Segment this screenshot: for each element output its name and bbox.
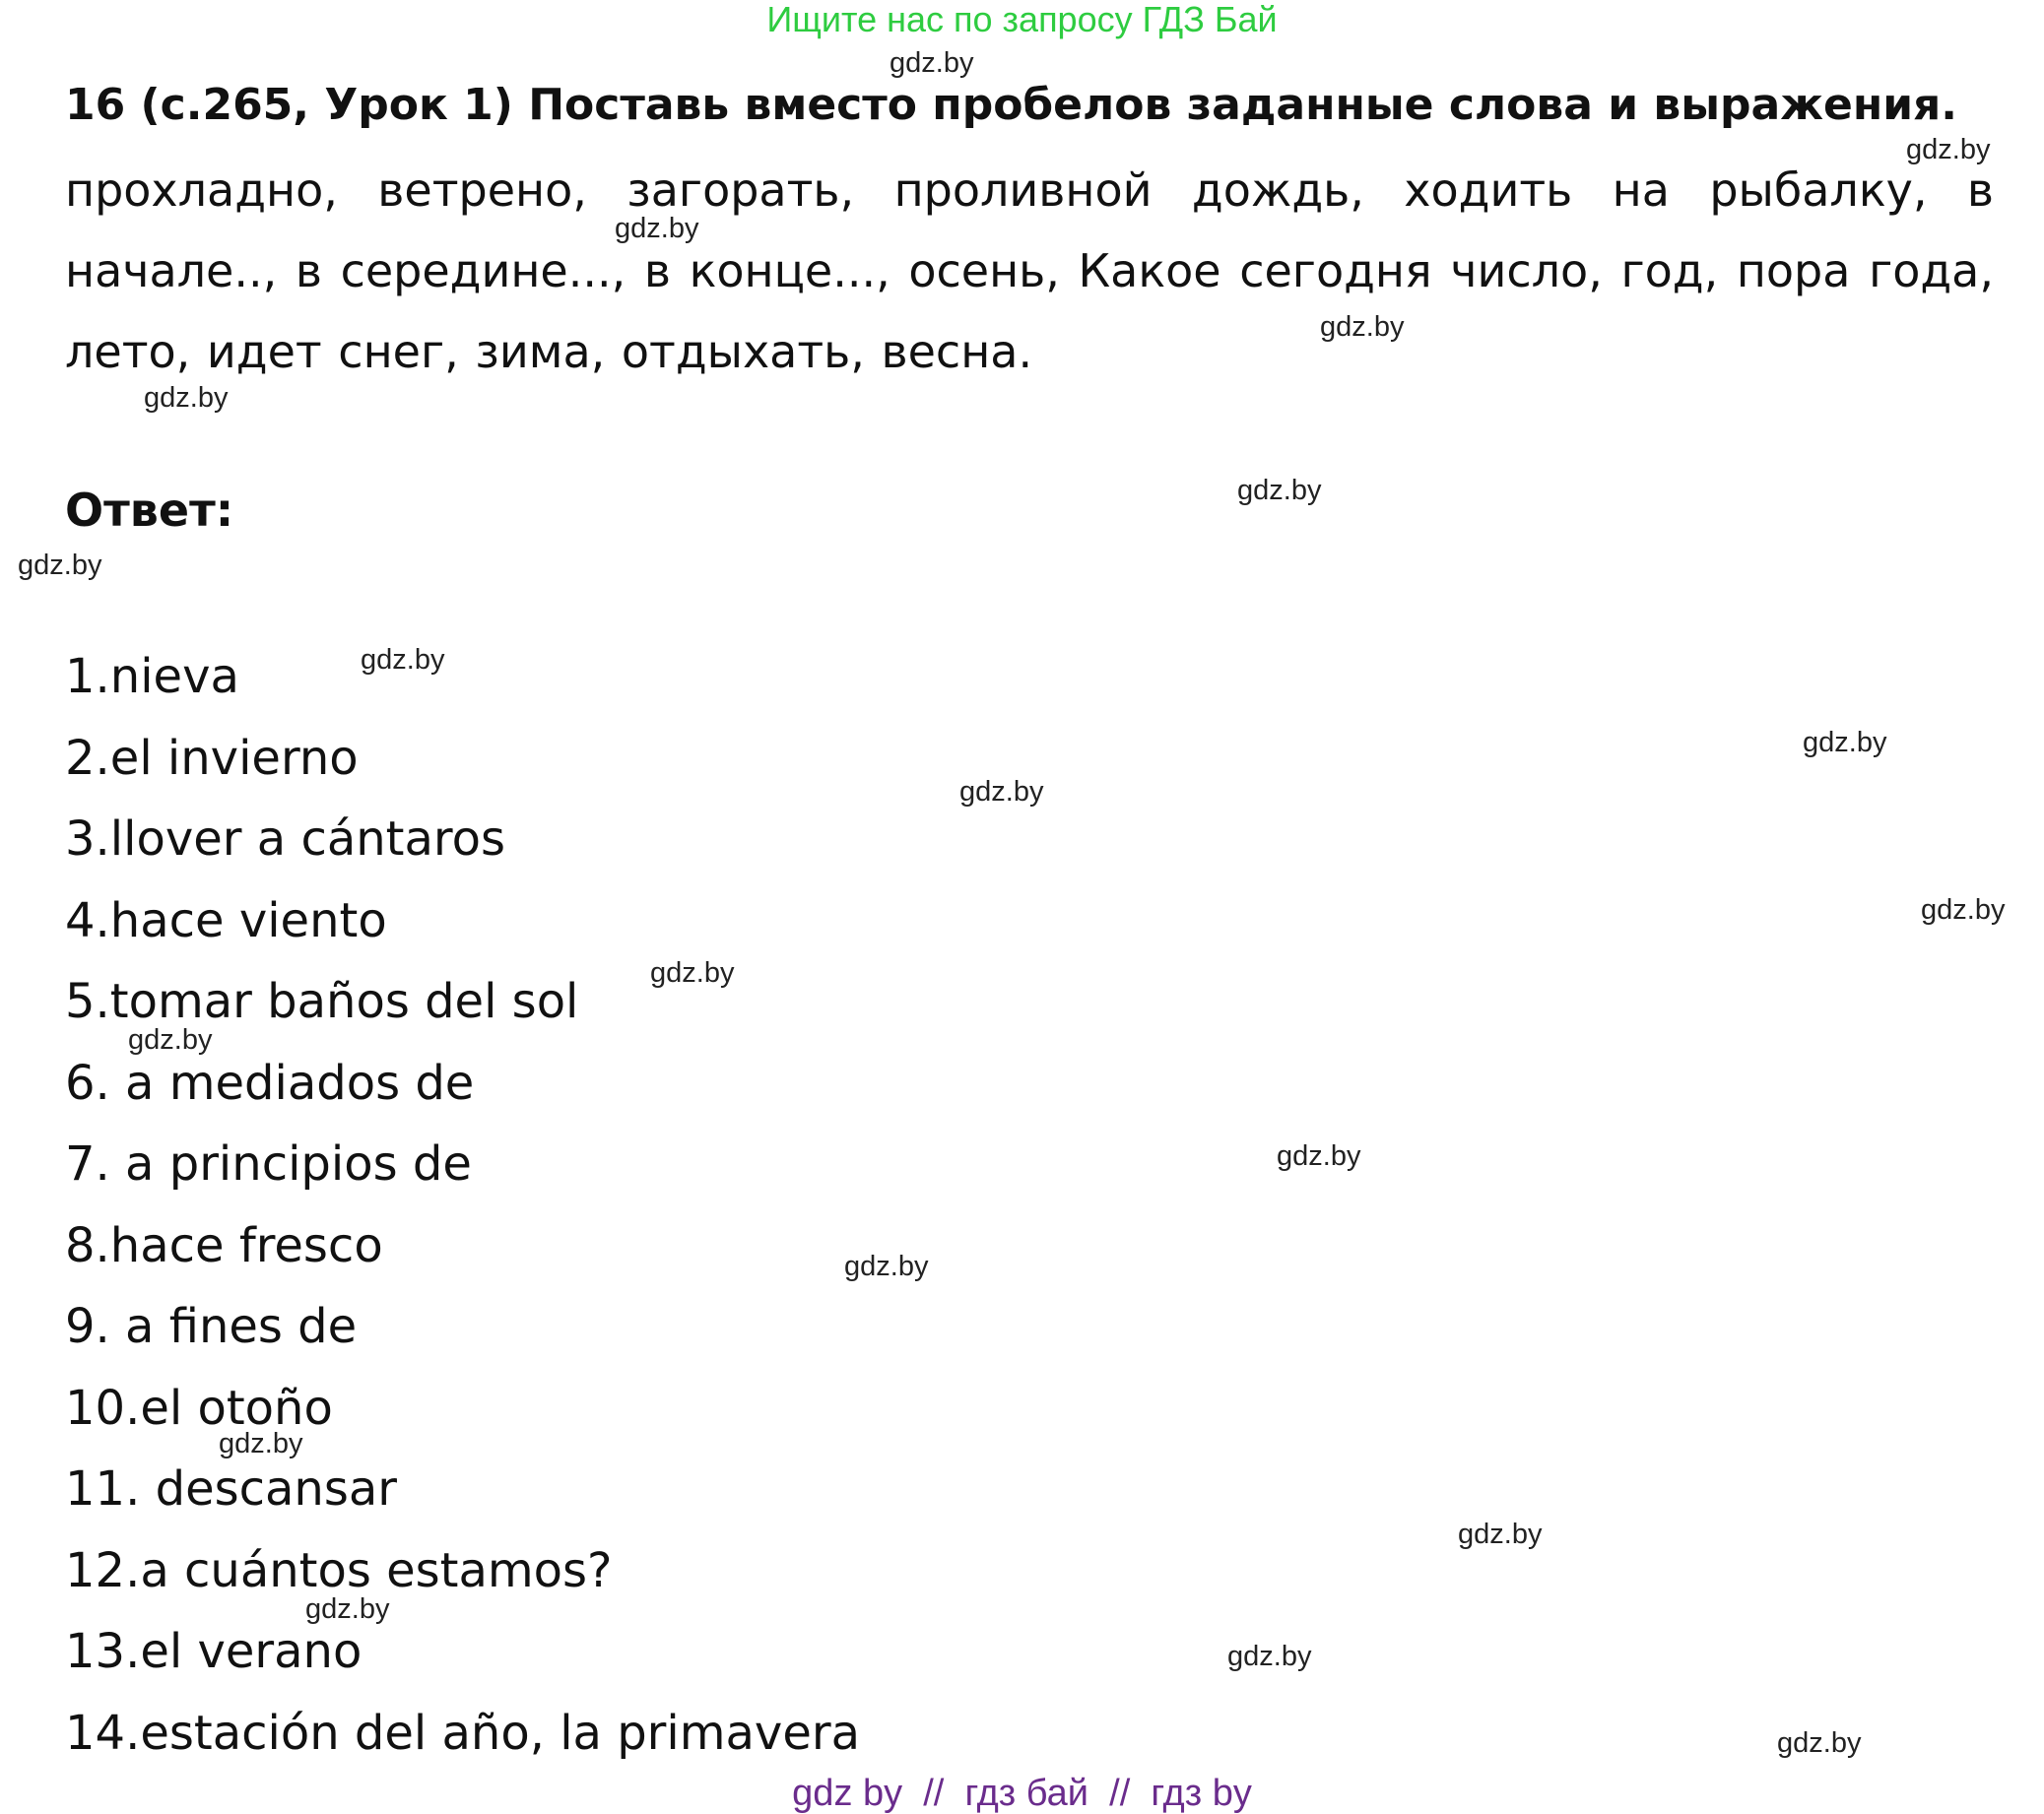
watermark: gdz.by: [959, 776, 1044, 808]
watermark: gdz.by: [128, 1024, 213, 1056]
watermark: gdz.by: [650, 957, 735, 989]
watermark: gdz.by: [1906, 134, 1991, 165]
watermark: gdz.by: [305, 1593, 390, 1625]
task-title: 16 (с.265, Урок 1) Поставь вместо пробелов заданные слова и выражения.: [65, 80, 1958, 130]
answer-item-7: 7. a principios de: [65, 1136, 472, 1192]
answer-item-3: 3.llover a cántaros: [65, 811, 505, 867]
watermark: gdz.by: [1277, 1140, 1361, 1172]
watermark: gdz.by: [18, 550, 102, 581]
answer-item-2: 2.el invierno: [65, 730, 359, 786]
watermark: gdz.by: [144, 382, 229, 414]
answer-item-13: 13.el verano: [65, 1624, 363, 1679]
watermark: gdz.by: [844, 1251, 929, 1282]
watermark: gdz.by: [890, 47, 974, 79]
answer-item-10: 10.el otoño: [65, 1380, 333, 1436]
answer-item-1: 1.nieva: [65, 649, 239, 704]
answer-item-5: 5.tomar baños del sol: [65, 974, 579, 1029]
footer-site-links: gdz by // гдз бай // гдз by: [792, 1773, 1252, 1814]
watermark: gdz.by: [1803, 727, 1887, 758]
answer-item-4: 4.hace viento: [65, 892, 387, 948]
watermark: gdz.by: [1227, 1641, 1312, 1672]
answer-heading: Ответ:: [65, 484, 234, 537]
search-hint-banner: Ищите нас по запросу ГДЗ Бай: [766, 0, 1278, 39]
watermark: gdz.by: [1237, 475, 1322, 506]
watermark: gdz.by: [1777, 1727, 1862, 1759]
answer-item-6: 6. a mediados de: [65, 1055, 475, 1111]
watermark: gdz.by: [1320, 311, 1405, 343]
watermark: gdz.by: [219, 1428, 303, 1459]
answer-item-14: 14.estación del año, la primavera: [65, 1705, 860, 1761]
answer-item-9: 9. a fines de: [65, 1299, 358, 1354]
answer-item-12: 12.a cuántos estamos?: [65, 1542, 613, 1598]
answer-list: [65, 636, 860, 1774]
watermark: gdz.by: [1458, 1519, 1543, 1550]
answer-item-8: 8.hace fresco: [65, 1217, 383, 1273]
answer-item-11: 11. descansar: [65, 1461, 397, 1517]
task-word-list: прохладно, ветрено, загорать, проливной дождь, ходить на рыбалку, в начале.., в середине..., в конце..., осень, Какое сегодня число, год, пора года, лето, идет снег, зима, отдыхать, весна.: [65, 163, 1994, 378]
watermark: gdz.by: [615, 213, 699, 244]
watermark: gdz.by: [361, 644, 445, 676]
watermark: gdz.by: [1921, 894, 2006, 926]
